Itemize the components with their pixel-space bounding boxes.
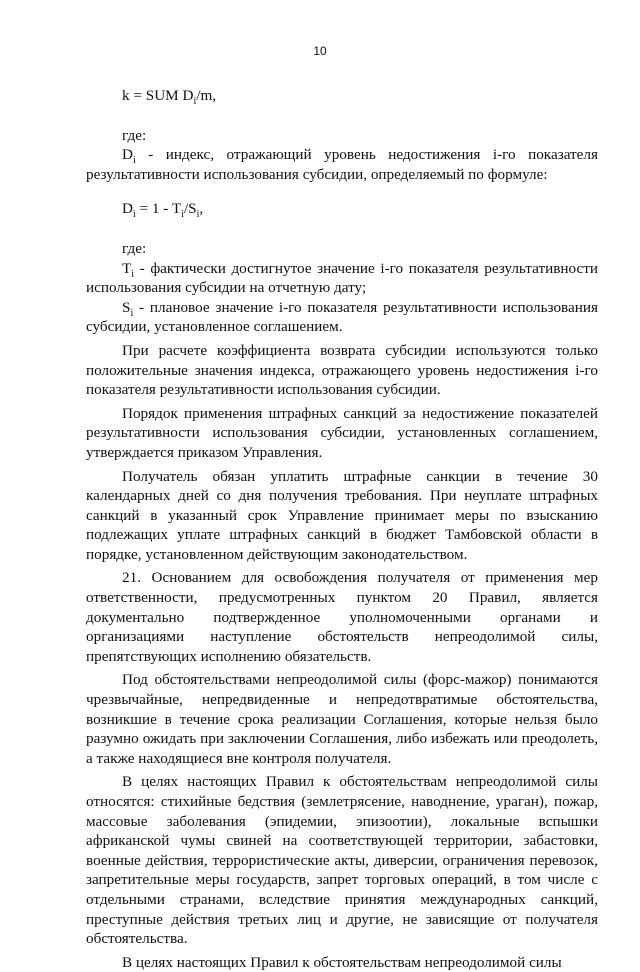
- formula-d-b-sub: i: [181, 209, 184, 221]
- paragraph-force-majeure-list: В целях настоящих Правил к обстоятельствам непреодолимой силы относятся: стихийные бедствия (землетрясение, наводнение, ураган), пожар, массовые заболевания (эпидемии, эпизоотии), локальные вспышки африканской чумы свиней на соответствующей территории, забастовки, военные действия, террористические акты, диверсии, ограничения перевозок, запретительные меры государств, запрет торговых операций, в том числе с отдельными странами, вследствие принятия международных санкций, преступные действия третьих лиц и другие, не зависящие от получателя обстоятельства.: [86, 773, 598, 948]
- definition-s: [86, 298, 598, 337]
- formula-k-prefix: k = SUM D: [122, 87, 194, 104]
- definition-d: [86, 145, 598, 184]
- paragraph-penalty-procedure: Порядок применения штрафных санкций за недостижение показателей результативности использования субсидии, установленных соглашением, утверждается приказом Управления.: [86, 404, 598, 461]
- paragraph-force-majeure-definition: Под обстоятельствами непреодолимой силы (форс-мажор) понимаются чрезвычайные, непредвиденные и непредотвратимые обстоятельства, возникшие в течение срока реализации Соглашения, которые нельзя было разумно ожидать при заключении Соглашения, либо избежать или преодолеть, а также находящиеся вне контроля получателя.: [86, 671, 598, 767]
- page-number: 10: [313, 44, 327, 58]
- definition-s-var: S: [122, 298, 131, 316]
- paragraph-continued: В целях настоящих Правил к обстоятельствам непреодолимой силы: [122, 953, 562, 971]
- paragraph-penalty-payment: Получатель обязан уплатить штрафные санкции в течение 30 календарных дней со дня получения требования. При неуплате штрафных санкций в указанный срок Управление принимает меры по взысканию подлежащих уплате штрафных санкций в бюджет Тамбовской области в порядке, установленном действующим законодательством.: [86, 467, 598, 563]
- formula-d-a: D: [122, 200, 133, 218]
- where-label-2: где:: [122, 239, 147, 257]
- definition-t-var: T: [122, 259, 132, 277]
- definition-s-sub: i: [130, 307, 134, 319]
- formula-k-suffix: /m,: [196, 87, 217, 104]
- formula-d-d: ,: [199, 200, 204, 218]
- definition-t: [86, 259, 598, 298]
- formula-k: [86, 86, 598, 106]
- paragraph-positive-values: При расчете коэффициента возврата субсидии используются только положительные значения индекса, отражающего уровень недостижения i-го показателя результативности использования субсидии.: [86, 341, 598, 399]
- paragraph-clause-21: 21. Основанием для освобождения получателя от применения мер ответственности, предусмотренных пунктом 20 Правил, является документально подтвержденное уполномоченными органами и организациями наступление обстоятельств непреодолимой силы, препятствующих исполнению обязательств.: [86, 569, 598, 665]
- formula-d-c: /S: [183, 200, 197, 218]
- document-body: [86, 86, 598, 972]
- formula-k-sub: i: [193, 96, 197, 108]
- definition-d-sub: i: [132, 155, 136, 167]
- definition-t-text: - фактически достигнутое значение i-го показателя результативности использования субсидии на отчетную дату;: [86, 259, 598, 297]
- definition-d-var: D: [122, 146, 133, 164]
- definition-t-sub: i: [131, 268, 135, 280]
- definition-d-text: - индекс, отражающий уровень недостижения i-го показателя результативности использования субсидии, определяемый по формуле:: [86, 146, 598, 183]
- where-label-1: где:: [122, 126, 147, 144]
- formula-d-a-sub: i: [132, 209, 136, 221]
- formula-d: [86, 199, 598, 219]
- definition-s-text: - плановое значение i-го показателя результативности использования субсидии, установленное соглашением.: [86, 298, 598, 336]
- formula-d-c-sub: i: [196, 209, 200, 221]
- formula-d-b: = 1 - T: [135, 200, 182, 218]
